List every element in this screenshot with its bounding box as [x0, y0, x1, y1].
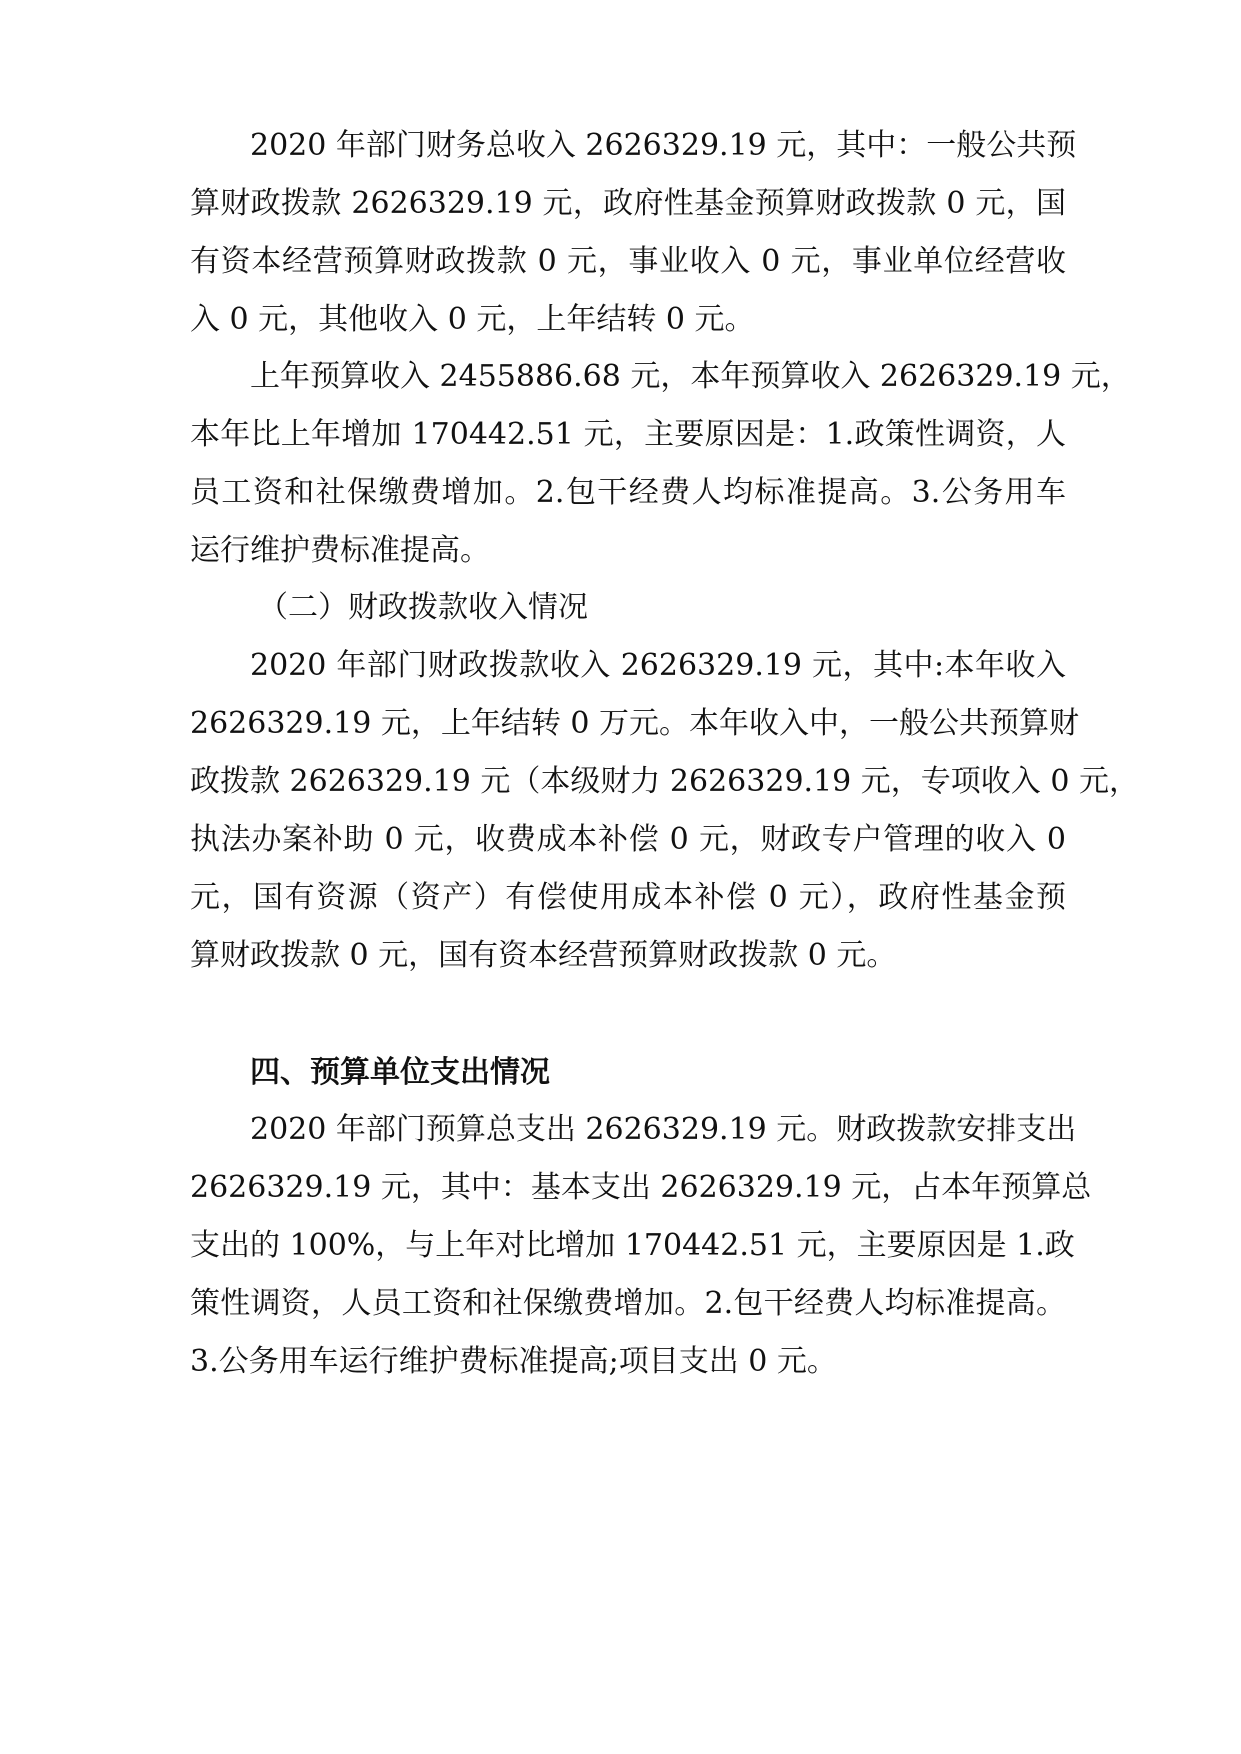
paragraph-line: 2020 年部门财务总收入 2626329.19 元，其中：一般公共预 — [250, 128, 1077, 163]
paragraph-line: 2626329.19 元，上年结转 0 万元。本年收入中，一般公共预算财 — [190, 706, 1080, 741]
paragraph-line: 运行维护费标准提高。 — [190, 533, 490, 568]
paragraph-line: 算财政拨款 0 元，国有资本经营预算财政拨款 0 元。 — [190, 938, 897, 973]
paragraph-line: 政拨款 2626329.19 元（本级财力 2626329.19 元，专项收入 0 元， — [190, 764, 1139, 799]
paragraph-line: 策性调资，人员工资和社保缴费增加。2.包干经费人均标准提高。 — [190, 1286, 1066, 1321]
paragraph-line: 元，国有资源（资产）有偿使用成本补偿 0 元），政府性基金预 — [190, 880, 1066, 915]
paragraph-line: 上年预算收入 2455886.68 元，本年预算收入 2626329.19 元， — [250, 359, 1131, 394]
paragraph-line: 算财政拨款 2626329.19 元，政府性基金预算财政拨款 0 元，国 — [190, 186, 1066, 221]
paragraph-line: 2626329.19 元，其中：基本支出 2626329.19 元，占本年预算总 — [190, 1170, 1092, 1205]
paragraph-line: 3.公务用车运行维护费标准提高;项目支出 0 元。 — [190, 1344, 837, 1379]
section-subheading: （二）财政拨款收入情况 — [258, 590, 588, 625]
paragraph-line: 本年比上年增加 170442.51 元，主要原因是：1.政策性调资，人 — [190, 417, 1066, 452]
paragraph-line: 支出的 100%，与上年对比增加 170442.51 元，主要原因是 1.政 — [190, 1228, 1075, 1263]
paragraph-line: 2020 年部门财政拨款收入 2626329.19 元，其中:本年收入 — [250, 648, 1066, 683]
paragraph-line: 有资本经营预算财政拨款 0 元，事业收入 0 元，事业单位经营收 — [190, 244, 1066, 279]
paragraph-line: 员工资和社保缴费增加。2.包干经费人均标准提高。3.公务用车 — [190, 475, 1066, 510]
section-heading: 四、预算单位支出情况 — [250, 1055, 550, 1090]
paragraph-line: 入 0 元，其他收入 0 元，上年结转 0 元。 — [190, 302, 755, 337]
paragraph-line: 执法办案补助 0 元，收费成本补偿 0 元，财政专户管理的收入 0 — [190, 822, 1066, 857]
paragraph-line: 2020 年部门预算总支出 2626329.19 元。财政拨款安排支出 — [250, 1112, 1077, 1147]
